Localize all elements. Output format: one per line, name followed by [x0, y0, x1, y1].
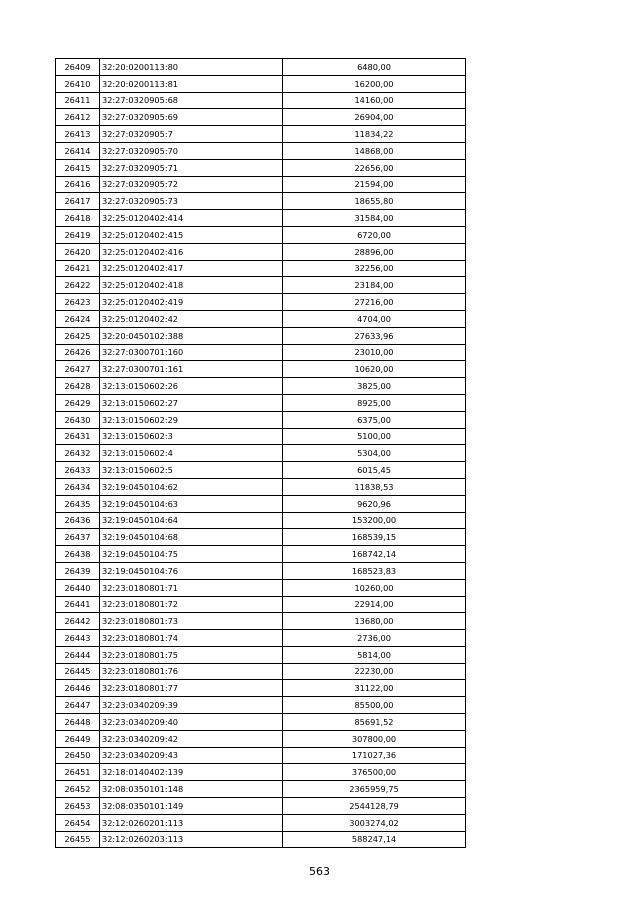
cadastral-number-cell: 32:13:0150602:4 [100, 445, 283, 462]
cadastral-value-cell: 376500,00 [283, 764, 466, 781]
cadastral-value-cell: 2736,00 [283, 630, 466, 647]
cadastral-number-cell: 32:23:0180801:75 [100, 646, 283, 663]
cadastral-value-cell: 171027,36 [283, 747, 466, 764]
table-row [56, 764, 466, 781]
row-number-cell: 26446 [56, 680, 100, 697]
cadastral-number-cell: 32:27:0320905:7 [100, 126, 283, 143]
table-body [56, 59, 466, 848]
table-row [56, 714, 466, 731]
page-number: 563 [309, 865, 330, 878]
cadastral-number-cell: 32:25:0120402:414 [100, 210, 283, 227]
row-number-cell: 26420 [56, 243, 100, 260]
cadastral-value-cell: 11838,53 [283, 478, 466, 495]
row-number-cell: 26440 [56, 579, 100, 596]
table-row [56, 344, 466, 361]
table-row [56, 260, 466, 277]
cadastral-value-cell: 85500,00 [283, 697, 466, 714]
table-row [56, 210, 466, 227]
cadastral-number-cell: 32:13:0150602:26 [100, 378, 283, 395]
table-row [56, 630, 466, 647]
cadastral-number-cell: 32:23:0340209:42 [100, 730, 283, 747]
table-row [56, 310, 466, 327]
cadastral-value-cell: 4704,00 [283, 310, 466, 327]
cadastral-value-cell: 2544128,79 [283, 798, 466, 815]
row-number-cell: 26449 [56, 730, 100, 747]
row-number-cell: 26419 [56, 226, 100, 243]
cadastral-value-cell: 5304,00 [283, 445, 466, 462]
row-number-cell: 26424 [56, 310, 100, 327]
cadastral-value-cell: 9620,96 [283, 495, 466, 512]
row-number-cell: 26439 [56, 562, 100, 579]
cadastral-value-cell: 6480,00 [283, 59, 466, 76]
table-row [56, 596, 466, 613]
row-number-cell: 26453 [56, 798, 100, 815]
cadastral-number-cell: 32:27:0320905:71 [100, 159, 283, 176]
cadastral-number-cell: 32:27:0320905:73 [100, 193, 283, 210]
cadastral-number-cell: 32:19:0450104:62 [100, 478, 283, 495]
cadastral-number-cell: 32:19:0450104:76 [100, 562, 283, 579]
cadastral-value-cell: 11834,22 [283, 126, 466, 143]
table-row [56, 613, 466, 630]
cadastral-number-cell: 32:25:0120402:42 [100, 310, 283, 327]
row-number-cell: 26412 [56, 109, 100, 126]
row-number-cell: 26427 [56, 361, 100, 378]
table-row [56, 277, 466, 294]
cadastral-value-cell: 32256,00 [283, 260, 466, 277]
row-number-cell: 26416 [56, 176, 100, 193]
table-row [56, 294, 466, 311]
table-row [56, 814, 466, 831]
cadastral-value-cell: 85691,52 [283, 714, 466, 731]
cadastral-value-cell: 31584,00 [283, 210, 466, 227]
cadastral-number-cell: 32:23:0180801:77 [100, 680, 283, 697]
row-number-cell: 26442 [56, 613, 100, 630]
row-number-cell: 26425 [56, 327, 100, 344]
cadastral-number-cell: 32:27:0320905:69 [100, 109, 283, 126]
cadastral-number-cell: 32:13:0150602:27 [100, 394, 283, 411]
cadastral-number-cell: 32:12:0260201:113 [100, 814, 283, 831]
cadastral-value-cell: 307800,00 [283, 730, 466, 747]
row-number-cell: 26421 [56, 260, 100, 277]
table-row [56, 394, 466, 411]
cadastral-number-cell: 32:23:0340209:39 [100, 697, 283, 714]
cadastral-number-cell: 32:19:0450104:63 [100, 495, 283, 512]
cadastral-value-cell: 3825,00 [283, 378, 466, 395]
cadastral-number-cell: 32:23:0180801:74 [100, 630, 283, 647]
row-number-cell: 26445 [56, 663, 100, 680]
cadastral-number-cell: 32:13:0150602:29 [100, 411, 283, 428]
cadastral-value-cell: 153200,00 [283, 512, 466, 529]
table-row [56, 462, 466, 479]
table-row [56, 546, 466, 563]
cadastral-value-cell: 23184,00 [283, 277, 466, 294]
table-row [56, 176, 466, 193]
cadastral-number-cell: 32:20:0450102:388 [100, 327, 283, 344]
cadastral-number-cell: 32:25:0120402:419 [100, 294, 283, 311]
table-row [56, 798, 466, 815]
cadastral-value-cell: 6015,45 [283, 462, 466, 479]
row-number-cell: 26422 [56, 277, 100, 294]
cadastral-number-cell: 32:25:0120402:417 [100, 260, 283, 277]
cadastral-number-cell: 32:13:0150602:3 [100, 428, 283, 445]
row-number-cell: 26438 [56, 546, 100, 563]
table-row [56, 378, 466, 395]
cadastral-value-cell: 26904,00 [283, 109, 466, 126]
cadastral-number-cell: 32:27:0320905:68 [100, 92, 283, 109]
cadastral-number-cell: 32:12:0260203:113 [100, 831, 283, 848]
cadastral-value-cell: 588247,14 [283, 831, 466, 848]
cadastral-number-cell: 32:27:0320905:72 [100, 176, 283, 193]
cadastral-value-cell: 8925,00 [283, 394, 466, 411]
cadastral-number-cell: 32:13:0150602:5 [100, 462, 283, 479]
cadastral-number-cell: 32:19:0450104:75 [100, 546, 283, 563]
table-row [56, 59, 466, 76]
cadastral-value-cell: 168742,14 [283, 546, 466, 563]
table-row [56, 730, 466, 747]
row-number-cell: 26444 [56, 646, 100, 663]
cadastral-number-cell: 32:18:0140402:139 [100, 764, 283, 781]
row-number-cell: 26409 [56, 59, 100, 76]
cadastral-value-cell: 27216,00 [283, 294, 466, 311]
cadastral-number-cell: 32:08:0350101:148 [100, 781, 283, 798]
cadastral-value-cell: 3003274,02 [283, 814, 466, 831]
row-number-cell: 26411 [56, 92, 100, 109]
row-number-cell: 26454 [56, 814, 100, 831]
row-number-cell: 26443 [56, 630, 100, 647]
row-number-cell: 26414 [56, 142, 100, 159]
table-row [56, 126, 466, 143]
row-number-cell: 26451 [56, 764, 100, 781]
table-row [56, 411, 466, 428]
cadastral-value-cell: 168539,15 [283, 529, 466, 546]
row-number-cell: 26418 [56, 210, 100, 227]
row-number-cell: 26413 [56, 126, 100, 143]
row-number-cell: 26429 [56, 394, 100, 411]
cadastral-number-cell: 32:25:0120402:416 [100, 243, 283, 260]
cadastral-number-cell: 32:20:0200113:80 [100, 59, 283, 76]
table-row [56, 75, 466, 92]
row-number-cell: 26417 [56, 193, 100, 210]
cadastral-number-cell: 32:23:0340209:40 [100, 714, 283, 731]
cadastral-value-cell: 2365959,75 [283, 781, 466, 798]
cadastral-value-cell: 10620,00 [283, 361, 466, 378]
cadastral-value-cell: 14868,00 [283, 142, 466, 159]
row-number-cell: 26432 [56, 445, 100, 462]
table-row [56, 663, 466, 680]
row-number-cell: 26450 [56, 747, 100, 764]
table-row [56, 781, 466, 798]
row-number-cell: 26447 [56, 697, 100, 714]
table-row [56, 109, 466, 126]
cadastral-value-cell: 22656,00 [283, 159, 466, 176]
row-number-cell: 26455 [56, 831, 100, 848]
cadastral-value-cell: 23010,00 [283, 344, 466, 361]
cadastral-value-cell: 13680,00 [283, 613, 466, 630]
cadastral-number-cell: 32:25:0120402:418 [100, 277, 283, 294]
row-number-cell: 26410 [56, 75, 100, 92]
row-number-cell: 26426 [56, 344, 100, 361]
table-row [56, 445, 466, 462]
cadastral-number-cell: 32:23:0180801:73 [100, 613, 283, 630]
cadastral-number-cell: 32:23:0180801:76 [100, 663, 283, 680]
cadastral-value-cell: 28896,00 [283, 243, 466, 260]
table-row [56, 697, 466, 714]
row-number-cell: 26436 [56, 512, 100, 529]
table-row [56, 142, 466, 159]
cadastral-value-cell: 22230,00 [283, 663, 466, 680]
cadastral-value-table [55, 58, 466, 848]
cadastral-value-cell: 31122,00 [283, 680, 466, 697]
table-row [56, 428, 466, 445]
row-number-cell: 26431 [56, 428, 100, 445]
cadastral-number-cell: 32:25:0120402:415 [100, 226, 283, 243]
table-row [56, 92, 466, 109]
row-number-cell: 26415 [56, 159, 100, 176]
row-number-cell: 26434 [56, 478, 100, 495]
cadastral-value-cell: 5814,00 [283, 646, 466, 663]
cadastral-number-cell: 32:19:0450104:64 [100, 512, 283, 529]
cadastral-value-cell: 27633,96 [283, 327, 466, 344]
table-row [56, 226, 466, 243]
cadastral-number-cell: 32:27:0320905:70 [100, 142, 283, 159]
table-row [56, 478, 466, 495]
table-row [56, 327, 466, 344]
cadastral-number-cell: 32:27:0300701:161 [100, 361, 283, 378]
cadastral-value-cell: 14160,00 [283, 92, 466, 109]
row-number-cell: 26423 [56, 294, 100, 311]
cadastral-value-cell: 21594,00 [283, 176, 466, 193]
table-row [56, 579, 466, 596]
table-row [56, 495, 466, 512]
cadastral-number-cell: 32:27:0300701:160 [100, 344, 283, 361]
table-row [56, 361, 466, 378]
cadastral-value-cell: 5100,00 [283, 428, 466, 445]
table-row [56, 529, 466, 546]
row-number-cell: 26433 [56, 462, 100, 479]
cadastral-number-cell: 32:08:0350101:149 [100, 798, 283, 815]
cadastral-value-cell: 168523,83 [283, 562, 466, 579]
row-number-cell: 26448 [56, 714, 100, 731]
cadastral-number-cell: 32:19:0450104:68 [100, 529, 283, 546]
table-row [56, 159, 466, 176]
cadastral-value-cell: 10260,00 [283, 579, 466, 596]
table-row [56, 193, 466, 210]
row-number-cell: 26437 [56, 529, 100, 546]
table-row [56, 831, 466, 848]
row-number-cell: 26430 [56, 411, 100, 428]
cadastral-number-cell: 32:23:0340209:43 [100, 747, 283, 764]
table-row [56, 747, 466, 764]
row-number-cell: 26452 [56, 781, 100, 798]
table-row [56, 512, 466, 529]
table-row [56, 562, 466, 579]
table-row [56, 680, 466, 697]
cadastral-value-cell: 6375,00 [283, 411, 466, 428]
table-row [56, 646, 466, 663]
cadastral-number-cell: 32:20:0200113:81 [100, 75, 283, 92]
cadastral-number-cell: 32:23:0180801:71 [100, 579, 283, 596]
cadastral-value-cell: 6720,00 [283, 226, 466, 243]
cadastral-number-cell: 32:23:0180801:72 [100, 596, 283, 613]
table-row [56, 243, 466, 260]
row-number-cell: 26441 [56, 596, 100, 613]
row-number-cell: 26428 [56, 378, 100, 395]
row-number-cell: 26435 [56, 495, 100, 512]
cadastral-value-cell: 22914,00 [283, 596, 466, 613]
cadastral-value-cell: 18655,80 [283, 193, 466, 210]
cadastral-value-cell: 16200,00 [283, 75, 466, 92]
